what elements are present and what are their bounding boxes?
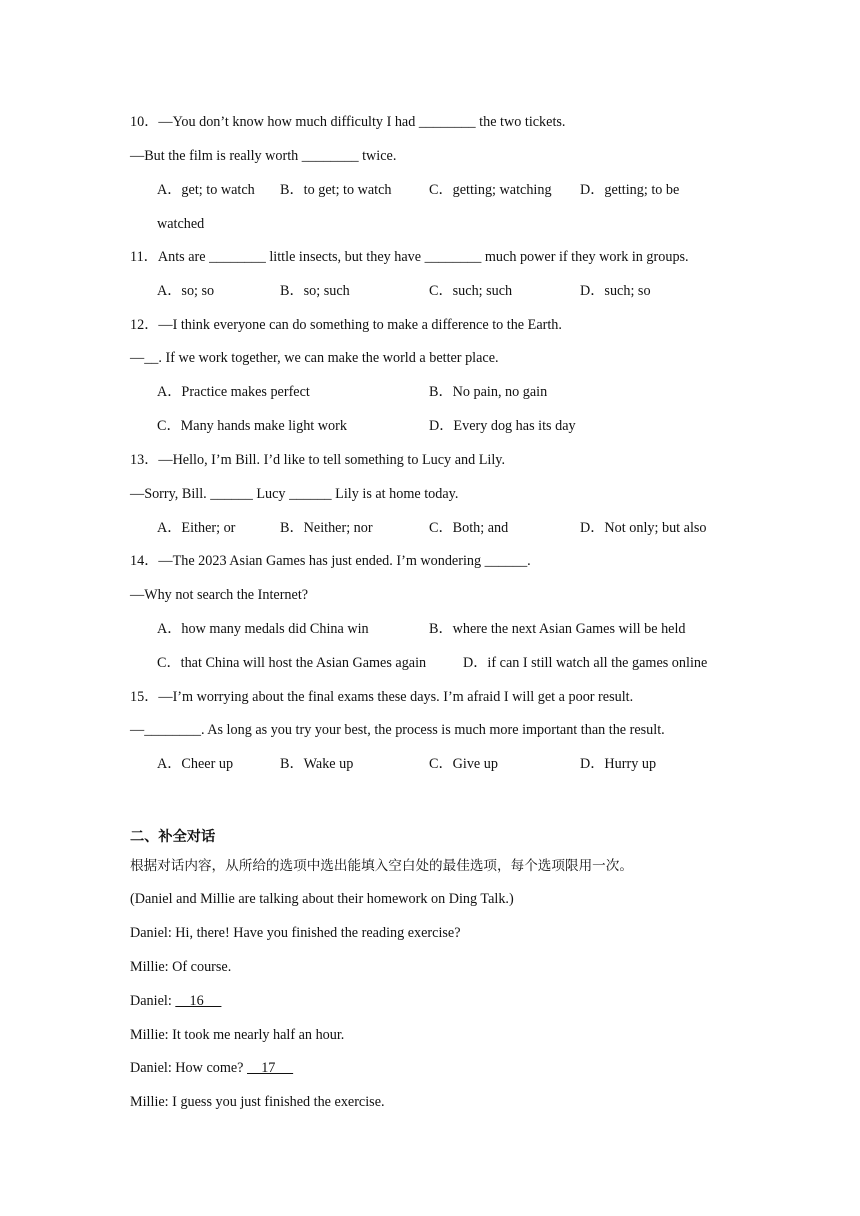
question-13-stem: 13．—Hello, I’m Bill. I’d like to tell something to Lucy and Lily. [130,452,505,468]
dialogue-line [130,991,221,1011]
question-11-stem: 11．Ants are ________ little insects, but they have ________ much power if they work in groups. [130,249,689,265]
section-2-instruction: 根据对话内容，从所给的选项中选出能填入空白处的最佳选项，每个选项限用一次。 [130,858,633,874]
blank-16: 16 [175,993,222,1009]
question-11-option-a: A．so; so [157,283,215,299]
blank-17: 17 [247,1060,294,1076]
question-15-reply: —________. As long as you try your best, the process is much more important than the result. [130,722,665,738]
section-2-title: 二、补全对话 [130,829,216,845]
dialogue-line: Millie: I guess you just finished the exercise. [130,1094,385,1110]
question-12-option-c: C．Many hands make light work [157,418,347,434]
question-13-reply: —Sorry, Bill. ______ Lucy ______ Lily is at home today. [130,486,459,502]
question-14-reply: —Why not search the Internet? [130,587,309,603]
question-15-option-c: C．Give up [429,756,498,772]
question-14-option-b: B．where the next Asian Games will be held [429,621,686,637]
question-11-option-d: D．such; so [580,283,651,299]
question-15-option-a: A．Cheer up [157,756,234,772]
question-13-option-c: C．Both; and [429,520,509,536]
question-13-option-a: A．Either; or [157,520,236,536]
question-11-option-b: B．so; such [280,283,350,299]
dialogue-speaker: Daniel: How come? [130,1060,248,1076]
question-15-option-b: B．Wake up [280,756,354,772]
question-10-option-d: D．getting; to be [580,182,680,198]
question-10-reply: —But the film is really worth ________ twice. [130,148,397,164]
dialogue-line: Millie: It took me nearly half an hour. [130,1027,345,1043]
question-14-option-a: A．how many medals did China win [157,621,369,637]
question-10-option-b: B．to get; to watch [280,182,392,198]
question-10-stem: 10．—You don’t know how much difficulty I had ________ the two tickets. [130,114,566,130]
question-12-reply: —__. If we work together, we can make the world a better place. [130,350,499,366]
dialogue-line: Millie: Of course. [130,959,232,975]
question-11-option-c: C．such; such [429,283,513,299]
question-15-stem: 15．—I’m worrying about the final exams these days. I’m afraid I will get a poor result. [130,689,634,705]
section-2-context: (Daniel and Millie are talking about their homework on Ding Talk.) [130,891,514,907]
question-13-option-b: B．Neither; nor [280,520,373,536]
question-14-option-d: D．if can I still watch all the games online [463,655,708,671]
question-14-option-c: C．that China will host the Asian Games again [157,655,427,671]
question-12-option-a: A．Practice makes perfect [157,384,310,400]
question-14-stem: 14．—The 2023 Asian Games has just ended. I’m wondering ______. [130,553,531,569]
question-12-stem: 12．—I think everyone can do something to make a difference to the Earth. [130,317,562,333]
question-13-option-d: D．Not only; but also [580,520,707,536]
question-12-option-b: B．No pain, no gain [429,384,548,400]
question-10-option-a: A．get; to watch [157,182,255,198]
dialogue-line [130,1058,293,1078]
dialogue-speaker: Daniel: [130,993,176,1009]
question-10-option-d-wrap: watched [157,216,205,232]
question-10-option-c: C．getting; watching [429,182,552,198]
question-12-option-d: D．Every dog has its day [429,418,576,434]
question-15-option-d: D．Hurry up [580,756,657,772]
dialogue-line: Daniel: Hi, there! Have you finished the reading exercise? [130,925,461,941]
